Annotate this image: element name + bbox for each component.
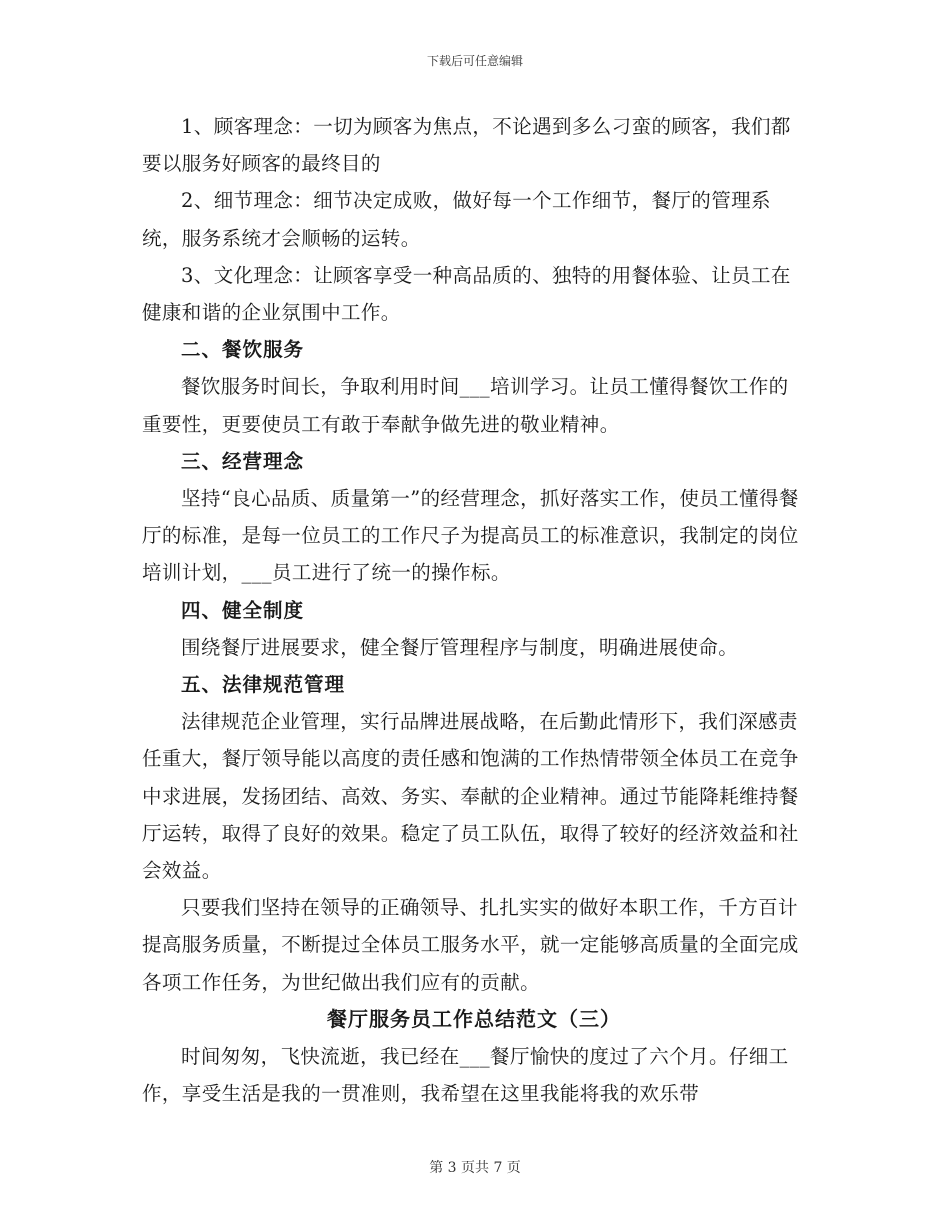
section-title: 餐厅服务员工作总结范文（三） [327, 1006, 621, 1031]
heading-business-concept: 三、经营理念 [181, 449, 305, 473]
paragraph-catering-service: 餐饮服务时间长，争取利用时间___培训学习。让员工懂得餐饮工作的重要性，更要使员工有敢于奉献争做先进的敬业精神。 [142, 375, 789, 436]
paragraph-system: 围绕餐厅进展要求，健全餐厅管理程序与制度，明确进展使命。 [181, 635, 739, 659]
page-header: 下载后可任意编辑 [426, 54, 523, 68]
page-footer: 第 3 页共 7 页 [429, 1160, 521, 1176]
paragraph-intro: 时间匆匆，飞快流逝，我已经在___餐厅愉快的度过了六个月。仔细工作，享受生活是我的一贯准则，我希望在这里我能将我的欢乐带 [142, 1045, 789, 1106]
document-body [142, 108, 806, 1112]
paragraph-detail-concept: 2、细节理念：细节决定成败，做好每一个工作细节，餐厅的管理系统，服务系统才会顺畅的运转。 [142, 189, 771, 250]
paragraph-culture-concept: 3、文化理念：让顾客享受一种高品质的、独特的用餐体验、让员工在健康和谐的企业氛围中工作。 [142, 263, 791, 325]
paragraph-conclusion: 只要我们坚持在领导的正确领导、扎扎实实的做好本职工作，千方百计提高服务质量，不断提过全体员工服务水平，就一定能够高质量的全面完成各项工作任务，为世纪做出我们应有的贡献。 [142, 896, 799, 994]
paragraph-legal-management: 法律规范企业管理，实行品牌进展战略，在后勤此情形下，我们深感责任重大，餐厅领导能以高度的责任感和饱满的工作热情带领全体员工在竞争中求进展，发扬团结、高效、务实、奉献的企业精神。通过节能降耗维持餐厅运转，取得了良好的效果。稳定了员工队伍，取得了较好的经济效益和社会效益。 [142, 710, 799, 883]
paragraph-customer-concept: 1、顾客理念：一切为顾客为焦点，不论遇到多么刁蛮的顾客，我们都要以服务好顾客的最终目的 [142, 115, 791, 176]
heading-system: 四、健全制度 [181, 598, 305, 622]
heading-legal-management: 五、法律规范管理 [181, 673, 346, 697]
heading-catering-service: 二、餐饮服务 [181, 338, 305, 362]
paragraph-business-concept: 坚持“良心品质、质量第一”的经营理念，抓好落实工作，使员工懂得餐厅的标准，是每一位员工的工作尺子为提高员工的标准意识，我制定的岗位培训计划，___员工进行了统一的操作标。 [142, 487, 799, 585]
